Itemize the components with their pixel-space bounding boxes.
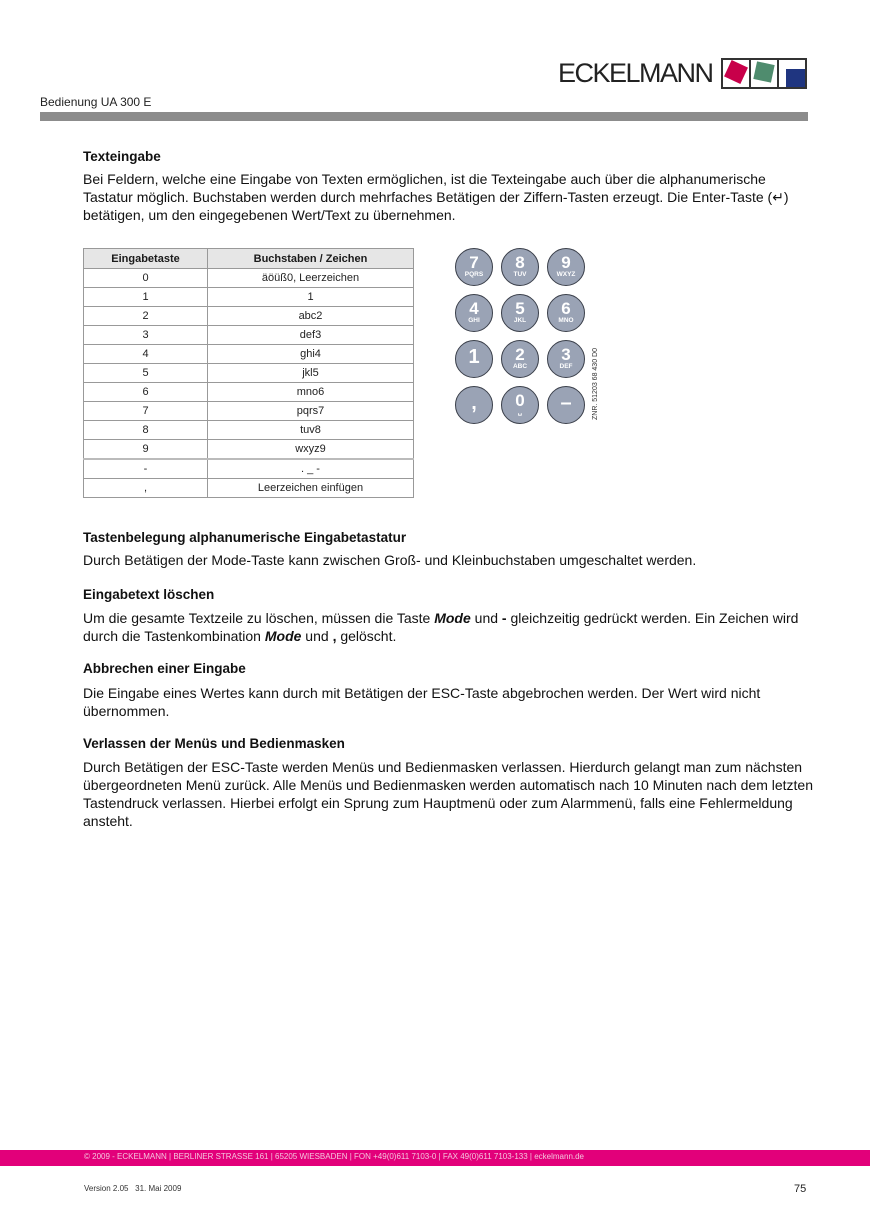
cell-key: 7 (84, 402, 208, 421)
table-row (84, 326, 414, 345)
cell-key: - (84, 459, 208, 479)
key-mapping-table (83, 248, 414, 498)
cell-chars: jkl5 (208, 364, 414, 383)
cell-chars: . _ - (208, 459, 414, 479)
cell-key: 4 (84, 345, 208, 364)
cell-key: 6 (84, 383, 208, 402)
section-body-loeschen: Um die gesamte Textzeile zu löschen, müssen die Taste Mode und - gleichzeitig gedrückt werden. Ein Zeichen wird durch die Tastenkombination Mode und , gelöscht. (83, 610, 799, 644)
cell-chars: ghi4 (208, 345, 414, 364)
column-header: Eingabetaste (84, 249, 208, 269)
table-row (84, 307, 414, 326)
table-row (84, 440, 414, 460)
key-0: 0 ␣ (501, 386, 539, 424)
key-1: 1 (455, 340, 493, 378)
cell-chars: 1 (208, 288, 414, 307)
table-row (84, 345, 414, 364)
key-minus: – (547, 386, 585, 424)
key-3: 3 DEF (547, 340, 585, 378)
document-title: Bedienung UA 300 E (40, 95, 152, 109)
section-heading-abbrechen: Abbrechen einer Eingabe (83, 661, 246, 676)
key-4: 4 GHI (455, 294, 493, 332)
cell-key: 8 (84, 421, 208, 440)
cell-chars: mno6 (208, 383, 414, 402)
table-row (84, 383, 414, 402)
header-divider (40, 112, 808, 121)
cell-chars: Leerzeichen einfügen (208, 479, 414, 498)
section-body-tastenbelegung: Durch Betätigen der Mode-Taste kann zwischen Groß- und Kleinbuchstaben umgeschaltet werden. (83, 552, 697, 568)
dash-key-label: - (501, 610, 507, 626)
table-row (84, 364, 414, 383)
key-2: 2 ABC (501, 340, 539, 378)
table-row (84, 459, 414, 479)
cell-key: 1 (84, 288, 208, 307)
section-heading-verlassen: Verlassen der Menüs und Bedienmasken (83, 736, 345, 751)
table-row (84, 269, 414, 288)
section-body-texteingabe: Bei Feldern, welche eine Eingabe von Texten ermöglichen, ist die Texteingabe auch über die alphanumerische Tastatur möglich. Buchstaben werden durch mehrfaches Betätigen der Ziffern-Tasten erzeugt. Die Enter-Taste (↵) betätigen, um den eingegebenen Wert/Text zu übernehmen. (83, 171, 789, 223)
cell-key: , (84, 479, 208, 498)
version-info: Version 2.05 31. Mai 2009 (84, 1184, 182, 1193)
mode-key-label: Mode (264, 628, 302, 644)
mode-key-label: Mode (434, 610, 471, 626)
cell-key: 2 (84, 307, 208, 326)
table-header-row (84, 249, 414, 269)
table-row (84, 421, 414, 440)
section-body-verlassen: Durch Betätigen der ESC-Taste werden Menüs und Bedienmasken verlassen. Hierdurch gelangt man zum nächsten übergeordneten Menü zurück. Alle Menüs und Bedienmasken werden automatisch nach 10 Minuten nach dem letzten Tastendruck verlassen. Hierbei erfolgt ein Sprung zum Hauptmenü oder zum Alarmmenü, falls eine Fehlermeldung ansteht. (83, 759, 814, 829)
keypad-illustration (455, 248, 590, 422)
cell-chars: tuv8 (208, 421, 414, 440)
footer-contact: © 2009 - ECKELMANN | BERLINER STRASSE 161 | 65205 WIESBADEN | FON +49(0)611 7103-0 | FAX 49(0)611 7103-133 | eckelmann.de (84, 1152, 585, 1161)
key-9: 9 WXYZ (547, 248, 585, 286)
table-row (84, 402, 414, 421)
company-logo (558, 57, 807, 89)
key-comma: , (455, 386, 493, 424)
key-5: 5 JKL (501, 294, 539, 332)
cell-chars: pqrs7 (208, 402, 414, 421)
section-heading-texteingabe: Texteingabe (83, 149, 161, 164)
column-header: Buchstaben / Zeichen (208, 249, 414, 269)
key-6: 6 MNO (547, 294, 585, 332)
key-8: 8 TUV (501, 248, 539, 286)
page-number: 75 (794, 1183, 807, 1195)
drawing-number: ZNR. 51203 68 430 D0 (592, 348, 599, 420)
cell-chars: äöüß0, Leerzeichen (208, 269, 414, 288)
comma-key-label: , (332, 628, 337, 644)
cell-chars: def3 (208, 326, 414, 345)
table-row (84, 479, 414, 498)
key-7: 7 PQRS (455, 248, 493, 286)
logo-mark-icon (721, 58, 807, 89)
cell-chars: abc2 (208, 307, 414, 326)
cell-key: 5 (84, 364, 208, 383)
cell-key: 0 (84, 269, 208, 288)
table-row (84, 288, 414, 307)
cell-key: 3 (84, 326, 208, 345)
section-heading-loeschen: Eingabetext löschen (83, 587, 215, 602)
section-body-abbrechen: Die Eingabe eines Wertes kann durch mit Betätigen der ESC-Taste abgebrochen werden. Der Wert wird nicht übernommen. (83, 685, 761, 719)
logo-text: ECKELMANN (558, 58, 713, 88)
section-heading-tastenbelegung: Tastenbelegung alphanumerische Eingabetastatur (83, 530, 407, 545)
cell-key: 9 (84, 440, 208, 460)
cell-chars: wxyz9 (208, 440, 414, 460)
